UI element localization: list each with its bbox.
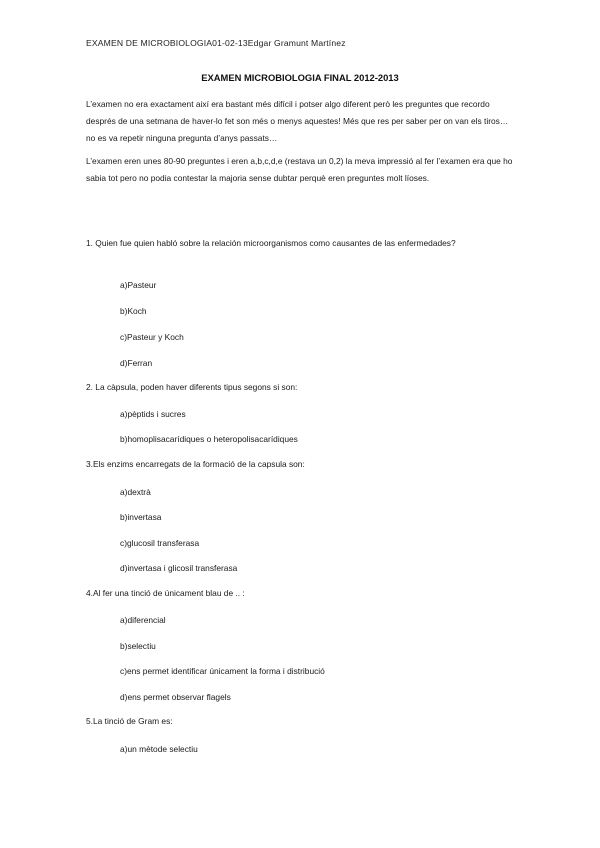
question-4: 4.Al fer una tinció de únicament blau de .. : — [86, 588, 245, 598]
question-1-option-b: b)Koch — [120, 306, 147, 316]
question-1: 1. Quien fue quien habló sobre la relación microorganismos como causantes de las enfermedades? — [86, 238, 456, 248]
page-header: EXAMEN DE MICROBIOLOGIA01-02-13Edgar Gramunt Martínez — [86, 38, 346, 48]
question-2-option-b: b)homoplisacarídiques o heteropolisacarídiques — [120, 434, 298, 444]
question-1-option-c: c)Pasteur y Koch — [120, 332, 184, 342]
question-3-option-d: d)invertasa i glicosil transferasa — [120, 563, 238, 573]
intro-paragraph-2: L’examen eren unes 80-90 preguntes i eren a,b,c,d,e (restava un 0,2) la meva impressió al fer l’examen era que ho sabia tot pero no podia contestar la majoria sense dubtar perquè eren preguntes molt líoses. — [86, 156, 513, 183]
question-4-option-b: b)selectiu — [120, 641, 156, 651]
question-5: 5.La tinció de Gram es: — [86, 716, 173, 726]
document-title: EXAMEN MICROBIOLOGIA FINAL 2012-2013 — [201, 72, 399, 83]
question-5-option-a: a)un mètode selectiu — [120, 744, 198, 754]
question-3-option-a: a)dextrà — [120, 487, 151, 497]
question-1-option-d: d)Ferran — [120, 358, 153, 368]
question-4-option-c: c)ens permet identificar únicament la forma i distribució — [120, 666, 325, 676]
question-2: 2. La càpsula, poden haver diferents tipus segons si son: — [86, 382, 298, 392]
question-4-option-a: a)diferencial — [120, 615, 166, 625]
intro-paragraph-1: L’examen no era exactament així era bastant més difícil i potser algo diferent però les preguntes que recordo després de una setmana de haver-lo fet son més o menys aquestes! Més que res per saber per on van els tiros… no es va repetir ninguna pregunta d’anys passats… — [86, 99, 509, 143]
question-2-option-a: a)pèptids i sucres — [120, 409, 186, 419]
question-3-option-b: b)invertasa — [120, 512, 162, 522]
question-4-option-d: d)ens permet observar flagels — [120, 692, 231, 702]
question-1-option-a: a)Pasteur — [120, 280, 157, 290]
question-3-option-c: c)glucosil transferasa — [120, 538, 200, 548]
question-3: 3.Els enzims encarregats de la formació de la capsula son: — [86, 459, 305, 469]
